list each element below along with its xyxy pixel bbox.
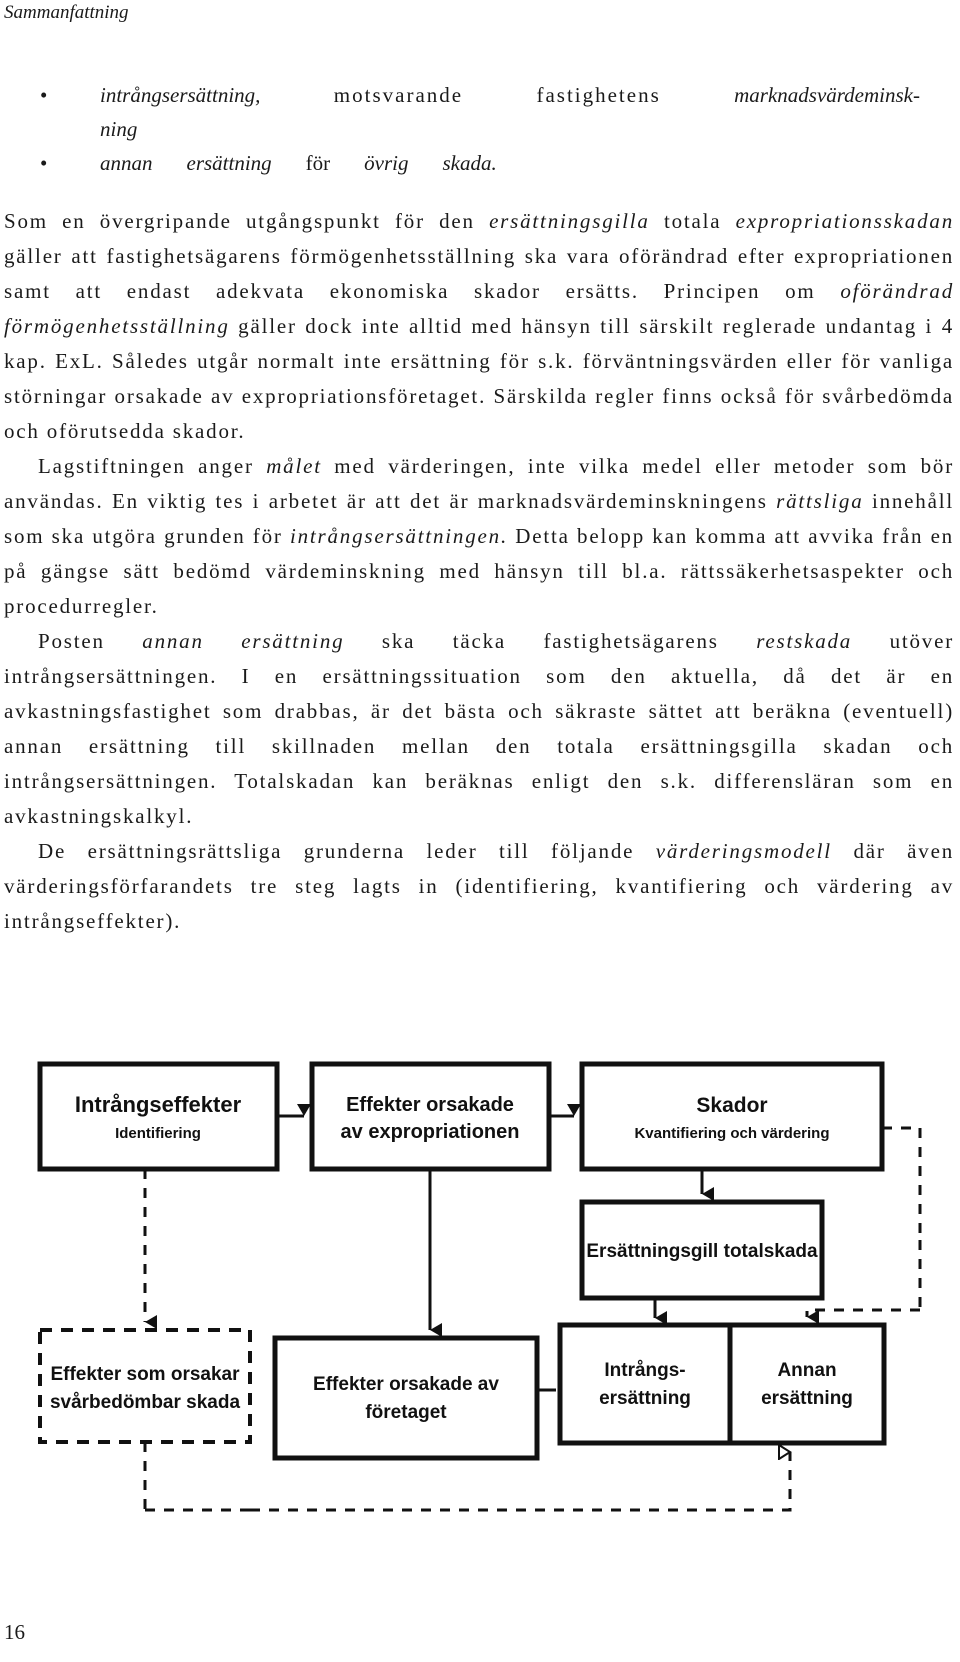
box-annan-ersattning-line2: ersättning	[761, 1388, 853, 1409]
bullet-2-word: för	[305, 151, 331, 175]
body-text	[4, 204, 954, 939]
page-number: 16	[4, 1620, 25, 1644]
box-intrangsersattning-line1: Intrångs-	[604, 1360, 686, 1381]
italic-term: rättsliga	[776, 489, 864, 513]
paragraph-2	[4, 449, 954, 624]
bullet-2-word: skada.	[442, 151, 497, 175]
box-intrangseffekter-subtitle: Identifiering	[115, 1125, 201, 1142]
box-intrangseffekter-title: Intrångseffekter	[74, 1092, 242, 1117]
box-foretaget-line2: företaget	[365, 1402, 447, 1423]
box-annan-ersattning	[730, 1325, 884, 1443]
italic-term: ersättningsgilla	[489, 209, 650, 233]
box-svarbedombar-line1: Effekter som orsakar	[50, 1364, 240, 1385]
text-run: ska täcka fastighetsägarens	[344, 629, 757, 653]
italic-term: intrångsersättningen.	[289, 524, 509, 548]
dashed-arrow-svarbedombar-to-annan	[250, 1452, 790, 1510]
italic-term: målet	[266, 454, 322, 478]
paragraph-4	[4, 834, 954, 939]
text-run: utöver intrångsersättningen. I en ersättningssituation som den aktuella, då det är en avkastningsfastighet som drabbas, är det bästa och säkraste sättet att beräkna (eventuell) annan ersättning till skillnaden mellan den totala ersättningsgilla skadan och intrångsersättningen. Totalskadan kan beräknas enligt den s.k. differensläran som en avkastningskalkyl.	[4, 629, 955, 828]
bullet-1-continuation: ning	[100, 117, 138, 141]
italic-term: expropriationsskadan	[735, 209, 955, 233]
text-run: gäller att fastighetsägarens förmögenhetsställning ska vara oförändrad efter expropriationen samt att endast adekvata ekonomiska skador ersätts. Principen om	[4, 244, 954, 303]
box-foretaget-line1: Effekter orsakade av	[313, 1374, 499, 1395]
italic-term: annan ersättning	[142, 629, 345, 653]
box-effekter-expropriationen-line1: Effekter orsakade	[346, 1094, 514, 1116]
text-run: Lagstiftningen anger	[38, 454, 267, 478]
box-foretaget	[275, 1338, 537, 1458]
text-run: där även värderingsförfarandets tre steg lagts in (identifiering, kvantifiering och värdering av intrångseffekter).	[4, 839, 954, 933]
text-run: De ersättningsrättsliga grunderna leder till följande	[38, 839, 656, 863]
bullet-2-word: ersättning	[186, 151, 272, 175]
bullet-1-word: fastighetens	[536, 83, 661, 107]
bullet-marker: •	[40, 151, 48, 175]
text-run: innehåll som ska utgöra grunden för	[4, 489, 954, 548]
text-run: totala	[649, 209, 736, 233]
box-svarbedombar	[40, 1330, 250, 1442]
bullet-2-word: annan	[100, 151, 153, 175]
box-totalskada-title: Ersättningsgill totalskada	[586, 1241, 818, 1262]
text-run: gäller dock inte alltid med hänsyn till särskilt reglerade undantag i 4 kap. ExL. Således utgår normalt inte ersättning för s.k. förväntningsvärden eller för vanliga störningar orsakade av expropriationsföretaget. Särskilda regler finns också för svårbedömda och oförutsedda skador.	[4, 314, 954, 443]
box-effekter-expropriationen	[312, 1064, 549, 1169]
box-skador-subtitle: Kvantifiering och värdering	[634, 1125, 830, 1142]
box-effekter-expropriationen-line2: av expropriationen	[340, 1121, 520, 1143]
italic-term: oförändrad förmögenhetsställning	[4, 279, 954, 338]
box-intrangsersattning	[560, 1325, 730, 1443]
bullet-item-2	[40, 146, 920, 180]
running-header: Sammanfattning	[4, 2, 129, 23]
dashed-line-skador-right	[882, 1128, 920, 1240]
text-run: Posten	[38, 629, 143, 653]
italic-term: värderingsmodell	[655, 839, 832, 863]
text-run: med värderingen, inte vilka medel eller metoder som bör användas. En viktig tes i arbetet är att det är marknadsvärdeminskningens	[4, 454, 954, 513]
bullet-marker: •	[40, 83, 48, 107]
box-svarbedombar-line2: svårbedömbar skada	[49, 1392, 241, 1413]
bullet-1-term: marknadsvärdeminsk-	[734, 83, 920, 107]
paragraph-3	[4, 624, 954, 834]
valuation-model-diagram	[0, 1040, 960, 1600]
bullet-list	[40, 78, 920, 180]
text-run: Detta belopp kan komma att avvika från en på gängse sätt bedömd värdeminskning med hänsyn till bl.a. rättssäkerhetsaspekter och procedurregler.	[4, 524, 954, 618]
bullet-item-1	[40, 78, 920, 146]
box-intrangsersattning-line2: ersättning	[599, 1388, 691, 1409]
italic-term: restskada	[756, 629, 853, 653]
dashed-arrow-to-annan	[807, 1310, 920, 1317]
box-annan-ersattning-line1: Annan	[777, 1360, 837, 1381]
bullet-2-word: övrig	[364, 151, 409, 175]
bullet-1-term: intrångsersättning,	[100, 83, 261, 107]
bullet-1-word: motsvarande	[333, 83, 464, 107]
text-run: Som en övergripande utgångspunkt för den	[4, 209, 490, 233]
paragraph-1	[4, 204, 954, 449]
box-skador-title: Skador	[696, 1094, 768, 1117]
